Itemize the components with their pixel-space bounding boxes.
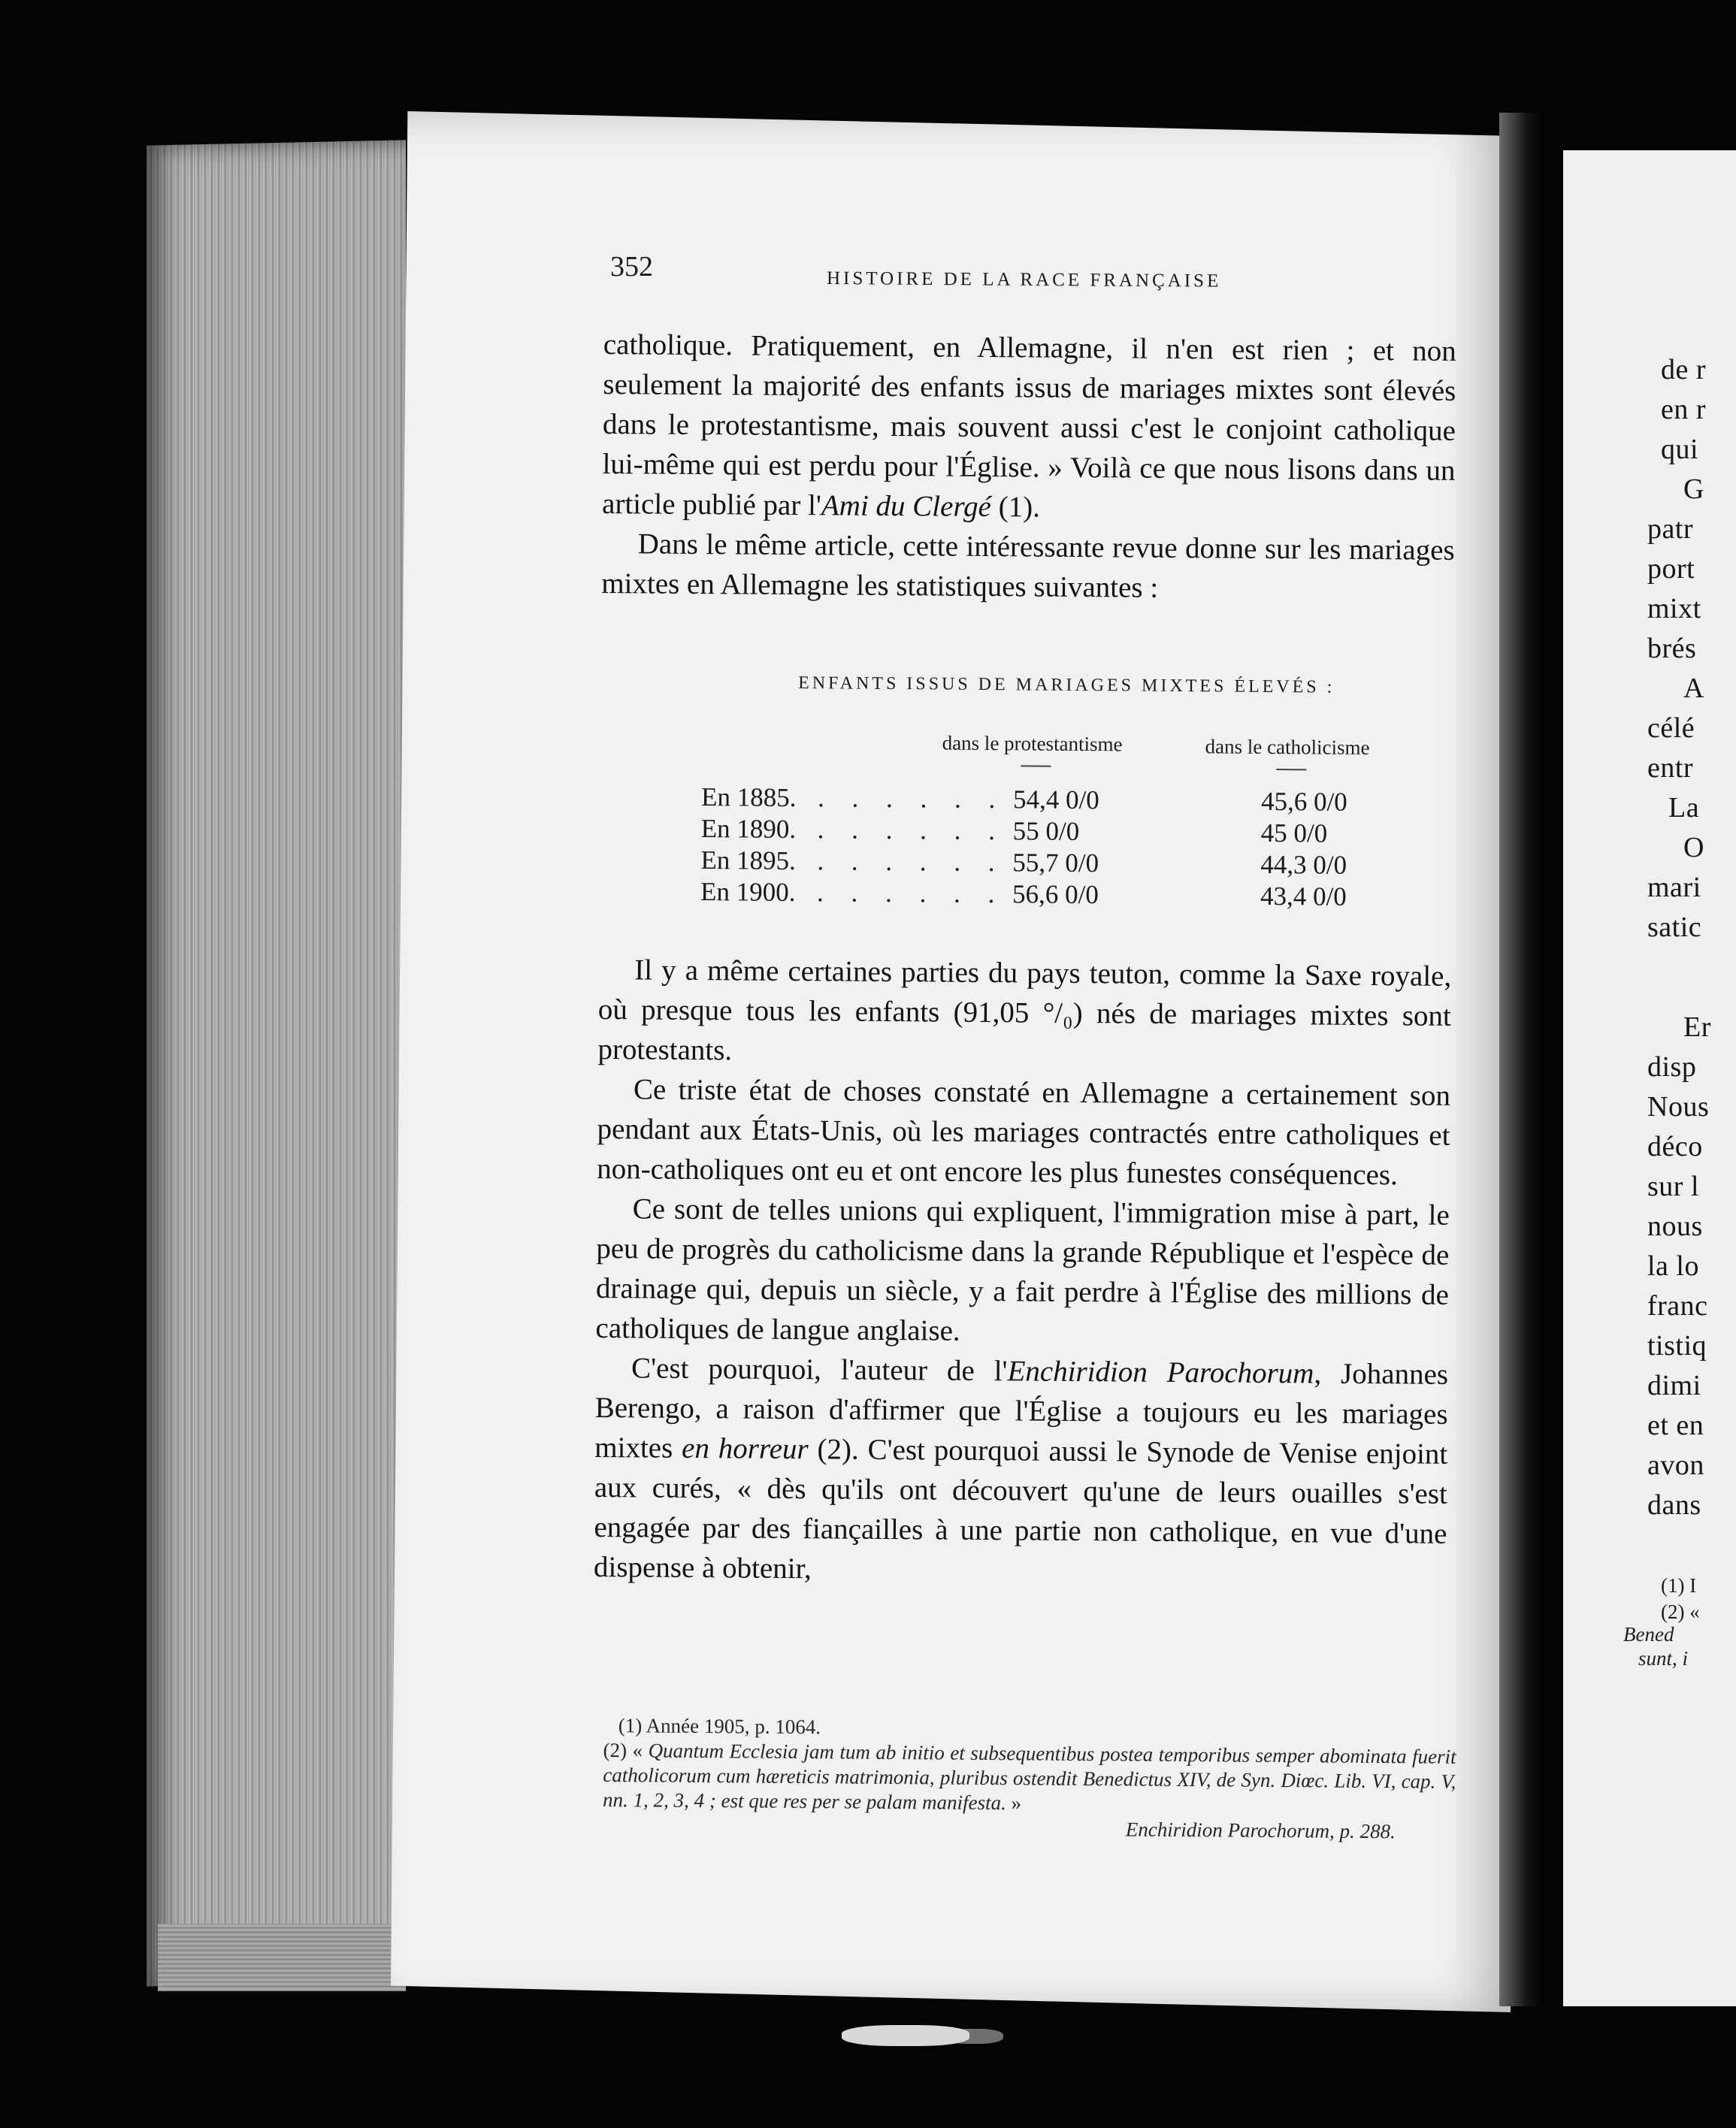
- leader-dots: . . . . . .: [816, 878, 1006, 909]
- column-rule: [1276, 769, 1306, 770]
- facing-page-line: sur l: [1647, 1171, 1699, 1202]
- column-rule: [1021, 765, 1051, 766]
- facing-page-line: déco: [1647, 1131, 1703, 1162]
- facing-page-line: port: [1647, 553, 1695, 585]
- facing-page-line: A: [1683, 673, 1704, 704]
- journal-title: Ami du Clergé: [821, 489, 992, 524]
- footnotes: [603, 1713, 1456, 1844]
- facing-page-footnote: Bened: [1623, 1623, 1674, 1646]
- facing-page-line: qui: [1661, 434, 1699, 465]
- leader-dots: . . . . . .: [817, 815, 1006, 846]
- facing-page-line: dimi: [1647, 1370, 1701, 1401]
- row-year: En 1895.: [700, 845, 796, 876]
- value-protestant: 54,4 0/0: [1012, 784, 1099, 815]
- facing-page-line: franc: [1647, 1290, 1708, 1322]
- facing-page-line: tistiq: [1647, 1330, 1707, 1362]
- facing-page-footnote: sunt, i: [1638, 1647, 1689, 1670]
- facing-page-line: Er: [1683, 1011, 1711, 1043]
- facing-page-line: disp: [1647, 1051, 1697, 1083]
- page-number: 352: [610, 251, 653, 283]
- facing-page-line: mari: [1647, 872, 1701, 903]
- paragraph-united-states: Ce triste état de choses constaté en Allemagne a certainement son pendant aux États-Unis, où les mariages contractés entre catholiques et non-catholiques ont eu et ont encore les plus funestes conséquences.: [597, 1073, 1451, 1192]
- table-row: [701, 814, 1378, 851]
- footnote-mark: (2) «: [603, 1738, 649, 1762]
- row-year: En 1885.: [700, 782, 797, 813]
- value-protestant: 56,6 0/0: [1012, 879, 1099, 910]
- footnote-quote: Quantum Ecclesia jam tum ab initio et subsequentibus postea temporibus semper abominata fuerit catholicorum cum hæreticis matrimonia, pluribus ostendit Benedictus XIV, de Syn. Diœc. Lib. VI, cap. V, nn. 1, 2, 3, 4 ; est que res per se palam manifesta.: [602, 1739, 1456, 1815]
- value-catholic: 45 0/0: [1260, 818, 1328, 848]
- table-row: [701, 782, 1378, 819]
- paragraph-text: C'est pourquoi, l'auteur de l': [631, 1352, 1008, 1388]
- facing-page-line: avon: [1647, 1449, 1704, 1481]
- leader-dots: . . . . . .: [817, 783, 1006, 815]
- facing-page-line: la lo: [1647, 1250, 1699, 1282]
- facing-page-line: célé: [1647, 712, 1695, 744]
- value-protestant: 55 0/0: [1012, 816, 1080, 846]
- facing-page-line: satic: [1647, 911, 1702, 943]
- paragraph-text: catholique. Pratiquement, en Allemagne, il n'en est rien ; et non seulement la majorité des enfants issus de mariages mixtes sont élevés dans le protestantisme, mais souvent aussi c'est le conjoint catholique lui-même qui est perdu pour l'Église. » Voilà ce que nous lisons dans un article publié par l': [601, 328, 1456, 522]
- column-header-protestant: dans le protestantisme: [942, 731, 1123, 756]
- footnote-source: Enchiridion Parochorum, p. 288.: [1125, 1818, 1396, 1843]
- footnote-close: »: [1006, 1791, 1022, 1815]
- emphasis: en horreur: [681, 1431, 809, 1466]
- value-catholic: 43,4 0/0: [1260, 881, 1347, 911]
- paragraph-group-lower: [594, 950, 1452, 1594]
- paragraph-unions: Ce sont de telles unions qui expliquent, l'immigration mise à part, le peu de progrès du catholicisme dans la grande République et l'espèce de drainage qui, depuis un siècle, y a fait perdre à l'Église des millions de catholiques de langue anglaise.: [595, 1192, 1450, 1347]
- table-caption: ENFANTS ISSUS DE MARIAGES MIXTES ÉLEVÉS :: [798, 673, 1335, 697]
- facing-page-line: brés: [1647, 633, 1697, 664]
- column-header-catholic: dans le catholicisme: [1205, 735, 1370, 760]
- footnote-2: [603, 1738, 1456, 1819]
- footnote-ref: (1).: [990, 491, 1041, 524]
- paragraph-opening: [601, 325, 1456, 610]
- book-page-edges: [147, 140, 406, 1986]
- leader-dots: . . . . . .: [817, 846, 1006, 878]
- table-row: [700, 877, 1377, 914]
- facing-page-line: La: [1668, 792, 1700, 824]
- facing-page-footnote: (1) I: [1661, 1574, 1697, 1597]
- book-page-edges-bottom: [158, 1924, 406, 1991]
- facing-page-line: O: [1683, 832, 1704, 863]
- row-year: En 1890.: [700, 814, 797, 845]
- facing-page-line: entr: [1647, 752, 1694, 784]
- paragraph-text: (2). C'est pourquoi aussi le Synode de Venise enjoint aux curés, « dès qu'ils ont découvert qu'une de leurs ouailles s'est engagée par des fiançailles à une partie non catholique, en vue d'une dispense à obtenir,: [593, 1433, 1448, 1585]
- table-row: [700, 845, 1377, 882]
- book-gutter: [1499, 113, 1544, 2006]
- scan-smudge: [842, 2025, 969, 2046]
- facing-page-line: patr: [1647, 513, 1694, 545]
- book-title: Enchiridion Parochorum: [1007, 1355, 1314, 1390]
- paragraph-saxony: Il y a même certaines parties du pays teuton, comme la Saxe royale, où presque tous les enfants (91,05 °/₀) nés de mariages mixtes sont protestants.: [597, 954, 1452, 1067]
- paragraph-text: , Johannes Berengo, a raison d'affirmer que l'Église a toujours eu les mariages mixtes: [594, 1357, 1449, 1465]
- footnote-1: (1) Année 1905, p. 1064.: [618, 1714, 821, 1739]
- row-year: En 1900.: [700, 877, 796, 908]
- paragraph-enchiridion: [594, 1348, 1448, 1594]
- facing-page-line: G: [1683, 473, 1704, 505]
- value-protestant: 55,7 0/0: [1012, 848, 1099, 878]
- facing-page-line: de r: [1661, 354, 1707, 385]
- value-catholic: 45,6 0/0: [1260, 786, 1347, 817]
- facing-page-line: et en: [1647, 1410, 1704, 1441]
- facing-page-line: en r: [1661, 394, 1707, 425]
- facing-page-line: mixt: [1647, 593, 1701, 624]
- facing-page-line: nous: [1647, 1211, 1703, 1242]
- value-catholic: 44,3 0/0: [1260, 849, 1347, 880]
- running-head: HISTOIRE DE LA RACE FRANÇAISE: [826, 268, 1222, 292]
- facing-page-footnote: (2) «: [1661, 1601, 1700, 1623]
- paragraph-statistics-intro: Dans le même article, cette intéressante revue donne sur les mariages mixtes en Allemagne les statistiques suivantes :: [601, 527, 1455, 604]
- facing-page-line: dans: [1647, 1489, 1701, 1521]
- facing-page-line: Nous: [1647, 1091, 1710, 1123]
